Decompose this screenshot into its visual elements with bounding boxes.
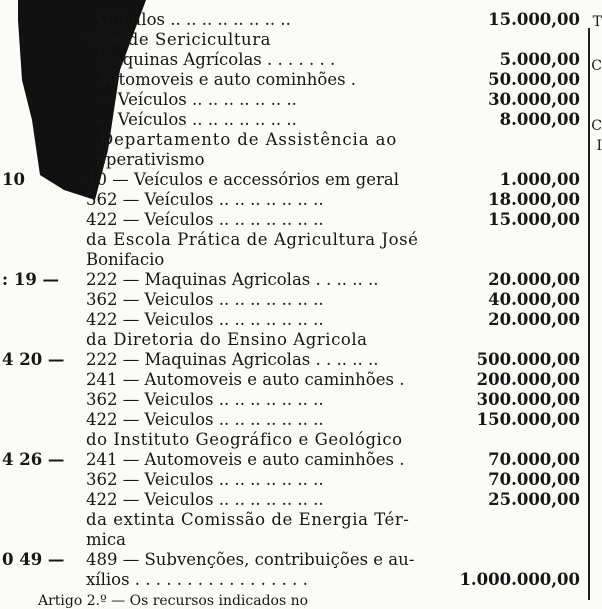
- footer-text: Artigo 2.º — Os recursos indicados no: [38, 593, 309, 609]
- line-label: 241 — Automoveis e auto caminhões .: [86, 450, 405, 469]
- budget-line: [0, 510, 586, 530]
- budget-line: [0, 450, 586, 470]
- column-rule: [588, 28, 590, 600]
- budget-line: [0, 90, 586, 110]
- budget-line: [0, 550, 586, 570]
- line-label: operativismo: [96, 150, 205, 169]
- budget-line: [0, 250, 586, 270]
- line-amount: 25.000,00: [488, 490, 580, 509]
- line-label: do Instituto Geográfico e Geológico: [86, 430, 403, 449]
- line-amount: 8.000,00: [499, 110, 580, 129]
- budget-line: [0, 490, 586, 510]
- line-label: 362 — Veículos .. .. .. .. .. .. ..: [86, 190, 324, 209]
- margin-mark: C: [591, 118, 602, 134]
- line-label: 241 — Automoveis e auto caminhões .: [86, 370, 405, 389]
- budget-line: [0, 150, 586, 170]
- budget-line: [0, 370, 586, 390]
- budget-line: [0, 310, 586, 330]
- line-prefix: 4 26 —: [2, 450, 65, 469]
- line-label: da Diretoria do Ensino Agricola: [86, 330, 368, 349]
- budget-line: [0, 570, 586, 590]
- budget-line: [0, 270, 586, 290]
- line-amount: 70.000,00: [488, 450, 580, 469]
- budget-line: [0, 230, 586, 250]
- line-label: Automoveis e auto cominhões .: [96, 70, 357, 89]
- line-amount: 500.000,00: [476, 350, 580, 369]
- line-amount: 1.000,00: [499, 170, 580, 189]
- line-label: viço de Sericicultura: [86, 30, 272, 49]
- line-label: 362 — Veiculos .. .. .. .. .. .. ..: [86, 290, 324, 309]
- line-label: Veículos .. .. .. .. .. .. .. ..: [96, 10, 291, 29]
- line-amount: 20.000,00: [488, 310, 580, 329]
- line-amount: 1.000.000,00: [459, 570, 580, 589]
- line-label: 362 — Veiculos .. .. .. .. .. .. ..: [86, 390, 324, 409]
- margin-mark: T: [592, 14, 602, 30]
- line-label: Maquinas Agrícolas . . . . . . .: [96, 50, 336, 69]
- line-label: 422 — Veiculos .. .. .. .. .. .. ..: [86, 310, 324, 329]
- budget-line: [0, 530, 586, 550]
- line-amount: 200.000,00: [476, 370, 580, 389]
- budget-line: [0, 110, 586, 130]
- budget-line: [0, 210, 586, 230]
- line-label: Departamento de Assistência ao: [100, 130, 398, 149]
- budget-line: [0, 70, 586, 90]
- line-label: xílios . . . . . . . . . . . . . . . . .: [86, 570, 308, 589]
- line-amount: 70.000,00: [488, 470, 580, 489]
- budget-line: [0, 470, 586, 490]
- budget-line: [0, 430, 586, 450]
- line-label: — Veículos .. .. .. .. .. .. ..: [96, 90, 297, 109]
- budget-line: [0, 350, 586, 370]
- line-prefix: 10: [2, 170, 25, 189]
- line-label: da Escola Prática de Agricultura José: [86, 230, 419, 249]
- line-prefix: 4 20 —: [2, 350, 65, 369]
- budget-line: [0, 50, 586, 70]
- budget-line: [0, 30, 586, 50]
- line-label: 422 — Veiculos .. .. .. .. .. .. ..: [86, 410, 324, 429]
- margin-mark: I: [596, 138, 602, 154]
- line-amount: 5.000,00: [499, 50, 580, 69]
- line-label: Bonifacio: [86, 250, 165, 269]
- line-prefix: 0 49 —: [2, 550, 65, 569]
- line-amount: 18.000,00: [488, 190, 580, 209]
- margin-mark: C: [591, 58, 602, 74]
- budget-line: [0, 390, 586, 410]
- budget-line: [0, 330, 586, 350]
- line-label: 362 — Veiculos .. .. .. .. .. .. ..: [86, 470, 324, 489]
- line-amount: 40.000,00: [488, 290, 580, 309]
- budget-line: [0, 290, 586, 310]
- line-label: — Veículos .. .. .. .. .. .. ..: [96, 110, 297, 129]
- line-label: 222 — Maquinas Agricolas . . .. .. ..: [86, 350, 379, 369]
- line-prefix: : 19 —: [2, 270, 60, 289]
- line-label: 489 — Subvenções, contribuições e au-: [86, 550, 415, 569]
- budget-line: [0, 190, 586, 210]
- budget-line: [0, 410, 586, 430]
- line-label: da extinta Comissão de Energia Tér-: [86, 510, 410, 529]
- line-amount: 15.000,00: [488, 210, 580, 229]
- line-label: 40 — Veículos e accessórios em geral: [86, 170, 399, 189]
- line-label: 222 — Maquinas Agricolas . . .. .. ..: [86, 270, 379, 289]
- line-amount: 30.000,00: [488, 90, 580, 109]
- line-label: 422 — Veículos .. .. .. .. .. .. ..: [86, 210, 324, 229]
- budget-line: [0, 10, 586, 30]
- line-amount: 20.000,00: [488, 270, 580, 289]
- line-label: mica: [86, 530, 127, 549]
- line-label: 422 — Veiculos .. .. .. .. .. .. ..: [86, 490, 324, 509]
- line-amount: 150.000,00: [476, 410, 580, 429]
- line-amount: 50.000,00: [488, 70, 580, 89]
- budget-line: [0, 170, 586, 190]
- line-amount: 300.000,00: [476, 390, 580, 409]
- line-amount: 15.000,00: [488, 10, 580, 29]
- budget-line: [0, 130, 586, 150]
